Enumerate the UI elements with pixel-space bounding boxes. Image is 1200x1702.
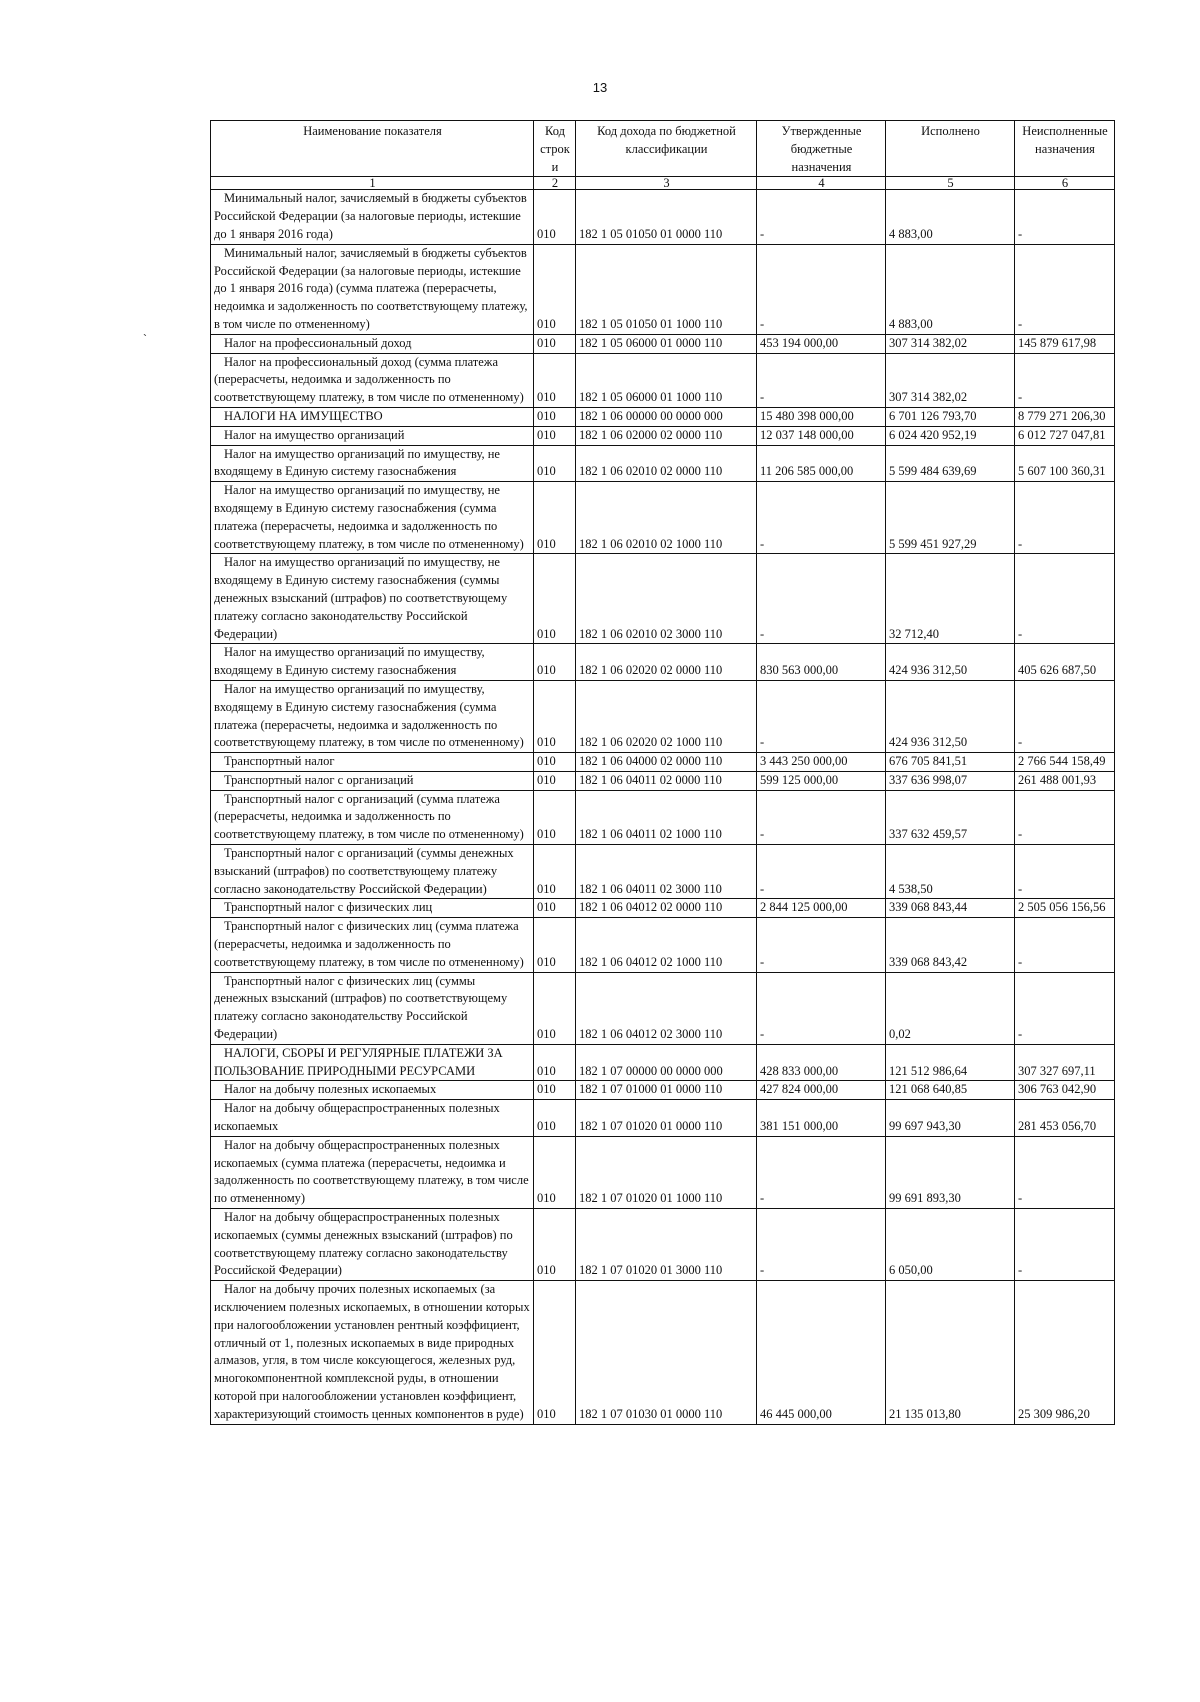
table-row (211, 1044, 1115, 1081)
row-executed: 0,02 (886, 972, 1015, 1044)
table-row (211, 1281, 1115, 1424)
table-row (211, 644, 1115, 681)
row-approved: - (757, 972, 886, 1044)
row-executed: 337 636 998,07 (886, 771, 1015, 790)
row-executed: 6 701 126 793,70 (886, 407, 1015, 426)
row-name: Налог на имущество организаций по имуществу, входящему в Единую систему газоснабжения (211, 644, 534, 681)
row-line-code: 010 (534, 918, 576, 972)
row-unexecuted: 261 488 001,93 (1015, 771, 1115, 790)
row-name: НАЛОГИ НА ИМУЩЕСТВО (211, 407, 534, 426)
header-name: Наименование показателя (211, 121, 534, 177)
row-name: Транспортный налог с физических лиц (сумма платежа (перерасчеты, недоимка и задолженность по соответствующему платежу, в том числе по отмененному) (211, 918, 534, 972)
row-line-code: 010 (534, 1044, 576, 1081)
row-name: Минимальный налог, зачисляемый в бюджеты субъектов Российской Федерации (за налоговые периоды, истекшие до 1 января 2016 года) (сумма платежа (перерасчеты, недоимка и задолженность по соответствующему платежу, в том числе по отмененному) (211, 244, 534, 334)
page-number: 13 (592, 80, 608, 95)
row-unexecuted: 5 607 100 360,31 (1015, 445, 1115, 482)
row-name: Налог на профессиональный доход (211, 334, 534, 353)
row-line-code: 010 (534, 482, 576, 554)
row-income-code: 182 1 06 04012 02 0000 110 (576, 899, 757, 918)
row-executed: 32 712,40 (886, 554, 1015, 644)
row-name: Транспортный налог (211, 753, 534, 772)
row-approved: - (757, 554, 886, 644)
row-name: Транспортный налог с физических лиц (211, 899, 534, 918)
table-row (211, 680, 1115, 752)
row-name: Налог на добычу общераспространенных полезных ископаемых (211, 1100, 534, 1137)
row-line-code: 010 (534, 644, 576, 681)
row-income-code: 182 1 05 06000 01 1000 110 (576, 353, 757, 407)
column-number: 6 (1015, 177, 1115, 190)
row-income-code: 182 1 07 00000 00 0000 000 (576, 1044, 757, 1081)
row-line-code: 010 (534, 771, 576, 790)
row-line-code: 010 (534, 334, 576, 353)
header-row (211, 121, 1115, 177)
row-name: Налог на имущество организаций по имуществу, не входящему в Единую систему газоснабжения (сумма платежа (перерасчеты, недоимка и задолженность по соответствующему платежу, в том числе по отмененному) (211, 482, 534, 554)
row-executed: 424 936 312,50 (886, 680, 1015, 752)
row-approved: 46 445 000,00 (757, 1281, 886, 1424)
row-approved: - (757, 482, 886, 554)
row-name: Транспортный налог с организаций (211, 771, 534, 790)
row-approved: 3 443 250 000,00 (757, 753, 886, 772)
row-income-code: 182 1 07 01020 01 1000 110 (576, 1136, 757, 1208)
row-name: Налог на имущество организаций по имуществу, не входящему в Единую систему газоснабжения (211, 445, 534, 482)
row-approved: 11 206 585 000,00 (757, 445, 886, 482)
row-executed: 337 632 459,57 (886, 790, 1015, 844)
header-unexecuted: Неисполненные назначения (1015, 121, 1115, 177)
row-unexecuted: - (1015, 790, 1115, 844)
table-row (211, 918, 1115, 972)
table-row (211, 899, 1115, 918)
row-line-code: 010 (534, 790, 576, 844)
row-executed: 99 691 893,30 (886, 1136, 1015, 1208)
row-executed: 121 512 986,64 (886, 1044, 1015, 1081)
row-income-code: 182 1 06 02020 02 0000 110 (576, 644, 757, 681)
header-approved: Утвержденные бюджетные назначения (757, 121, 886, 177)
row-line-code: 010 (534, 190, 576, 244)
row-approved: 15 480 398 000,00 (757, 407, 886, 426)
row-line-code: 010 (534, 1136, 576, 1208)
row-approved: - (757, 790, 886, 844)
table-row (211, 190, 1115, 244)
row-executed: 121 068 640,85 (886, 1081, 1015, 1100)
stray-mark: ` (143, 332, 147, 346)
row-name: Налог на имущество организаций по имуществу, не входящему в Единую систему газоснабжения (суммы денежных взысканий (штрафов) по соответствующему платежу согласно законодательству Российской Федерации) (211, 554, 534, 644)
row-approved: 427 824 000,00 (757, 1081, 886, 1100)
row-approved: 830 563 000,00 (757, 644, 886, 681)
table-row (211, 353, 1115, 407)
row-line-code: 010 (534, 1100, 576, 1137)
row-income-code: 182 1 06 04012 02 1000 110 (576, 918, 757, 972)
row-income-code: 182 1 07 01000 01 0000 110 (576, 1081, 757, 1100)
row-unexecuted: - (1015, 845, 1115, 899)
row-approved: - (757, 353, 886, 407)
header-income-code: Код дохода по бюджетной классификации (576, 121, 757, 177)
row-income-code: 182 1 06 02020 02 1000 110 (576, 680, 757, 752)
column-numbers-row (211, 177, 1115, 190)
row-line-code: 010 (534, 753, 576, 772)
row-unexecuted: 25 309 986,20 (1015, 1281, 1115, 1424)
table-row (211, 1136, 1115, 1208)
table-row (211, 407, 1115, 426)
row-unexecuted: - (1015, 1136, 1115, 1208)
row-executed: 99 697 943,30 (886, 1100, 1015, 1137)
row-executed: 339 068 843,44 (886, 899, 1015, 918)
row-income-code: 182 1 06 04011 02 0000 110 (576, 771, 757, 790)
column-number: 3 (576, 177, 757, 190)
row-line-code: 010 (534, 845, 576, 899)
report-body (211, 190, 1115, 1424)
table-row (211, 334, 1115, 353)
column-number: 4 (757, 177, 886, 190)
row-approved: - (757, 244, 886, 334)
column-number: 1 (211, 177, 534, 190)
row-line-code: 010 (534, 1209, 576, 1281)
row-executed: 424 936 312,50 (886, 644, 1015, 681)
row-executed: 307 314 382,02 (886, 334, 1015, 353)
table-row (211, 790, 1115, 844)
row-name: Налог на добычу полезных ископаемых (211, 1081, 534, 1100)
row-name: Транспортный налог с организаций (сумма платежа (перерасчеты, недоимка и задолженность по соответствующему платежу, в том числе по отмененному) (211, 790, 534, 844)
row-income-code: 182 1 07 01030 01 0000 110 (576, 1281, 757, 1424)
row-name: Транспортный налог с организаций (суммы денежных взысканий (штрафов) по соответствующему платежу согласно законодательству Российской Федерации) (211, 845, 534, 899)
row-approved: - (757, 1209, 886, 1281)
row-approved: - (757, 918, 886, 972)
column-number: 2 (534, 177, 576, 190)
table-row (211, 482, 1115, 554)
row-approved: 428 833 000,00 (757, 1044, 886, 1081)
row-name: Налог на добычу прочих полезных ископаемых (за исключением полезных ископаемых, в отношении которых при налогообложении установлен рентный коэффициент, отличный от 1, полезных ископаемых в виде природных алмазов, угля, в том числе коксующегося, железных руд, многокомпонентной комплексной руды, в отношении которой при налогообложении установлен коэффициент, характеризующий стоимость ценных компонентов в руде) (211, 1281, 534, 1424)
row-line-code: 010 (534, 972, 576, 1044)
row-line-code: 010 (534, 244, 576, 334)
row-name: Налог на имущество организаций по имуществу, входящему в Единую систему газоснабжения (сумма платежа (перерасчеты, недоимка и задолженность по соответствующему платежу, в том числе по отмененному) (211, 680, 534, 752)
row-unexecuted: - (1015, 1209, 1115, 1281)
table-row (211, 972, 1115, 1044)
row-unexecuted: - (1015, 482, 1115, 554)
row-unexecuted: 8 779 271 206,30 (1015, 407, 1115, 426)
row-unexecuted: 2 766 544 158,49 (1015, 753, 1115, 772)
row-executed: 5 599 484 639,69 (886, 445, 1015, 482)
row-line-code: 010 (534, 1081, 576, 1100)
table-row (211, 426, 1115, 445)
table-row (211, 753, 1115, 772)
row-income-code: 182 1 07 01020 01 3000 110 (576, 1209, 757, 1281)
row-name: Минимальный налог, зачисляемый в бюджеты субъектов Российской Федерации (за налоговые периоды, истекшие до 1 января 2016 года) (211, 190, 534, 244)
row-unexecuted: - (1015, 554, 1115, 644)
header-line-code: Код строки (534, 121, 576, 177)
table-row (211, 771, 1115, 790)
row-line-code: 010 (534, 899, 576, 918)
row-unexecuted: - (1015, 972, 1115, 1044)
row-unexecuted: - (1015, 244, 1115, 334)
row-line-code: 010 (534, 554, 576, 644)
row-unexecuted: - (1015, 190, 1115, 244)
row-executed: 676 705 841,51 (886, 753, 1015, 772)
row-unexecuted: - (1015, 353, 1115, 407)
row-approved: 12 037 148 000,00 (757, 426, 886, 445)
row-executed: 4 538,50 (886, 845, 1015, 899)
header-executed: Исполнено (886, 121, 1015, 177)
row-unexecuted: 281 453 056,70 (1015, 1100, 1115, 1137)
table-row (211, 554, 1115, 644)
row-income-code: 182 1 06 02010 02 1000 110 (576, 482, 757, 554)
row-line-code: 010 (534, 445, 576, 482)
row-name: НАЛОГИ, СБОРЫ И РЕГУЛЯРНЫЕ ПЛАТЕЖИ ЗА ПОЛЬЗОВАНИЕ ПРИРОДНЫМИ РЕСУРСАМИ (211, 1044, 534, 1081)
budget-report-table (210, 120, 1115, 1425)
row-executed: 339 068 843,42 (886, 918, 1015, 972)
row-unexecuted: 145 879 617,98 (1015, 334, 1115, 353)
row-executed: 21 135 013,80 (886, 1281, 1015, 1424)
row-name: Налог на имущество организаций (211, 426, 534, 445)
table-row (211, 1209, 1115, 1281)
row-executed: 6 050,00 (886, 1209, 1015, 1281)
row-income-code: 182 1 06 00000 00 0000 000 (576, 407, 757, 426)
row-income-code: 182 1 06 04011 02 1000 110 (576, 790, 757, 844)
row-unexecuted: 307 327 697,11 (1015, 1044, 1115, 1081)
row-name: Налог на добычу общераспространенных полезных ископаемых (суммы денежных взысканий (штрафов) по соответствующему платежу согласно законодательству Российской Федерации) (211, 1209, 534, 1281)
table-row (211, 1081, 1115, 1100)
row-executed: 4 883,00 (886, 190, 1015, 244)
row-unexecuted: - (1015, 680, 1115, 752)
row-line-code: 010 (534, 680, 576, 752)
row-income-code: 182 1 06 02010 02 3000 110 (576, 554, 757, 644)
row-approved: - (757, 1136, 886, 1208)
row-approved: 381 151 000,00 (757, 1100, 886, 1137)
row-line-code: 010 (534, 407, 576, 426)
row-approved: - (757, 845, 886, 899)
row-unexecuted: 405 626 687,50 (1015, 644, 1115, 681)
row-income-code: 182 1 06 04011 02 3000 110 (576, 845, 757, 899)
row-line-code: 010 (534, 1281, 576, 1424)
row-income-code: 182 1 05 01050 01 1000 110 (576, 244, 757, 334)
row-income-code: 182 1 07 01020 01 0000 110 (576, 1100, 757, 1137)
row-approved: - (757, 680, 886, 752)
row-approved: - (757, 190, 886, 244)
row-income-code: 182 1 05 06000 01 0000 110 (576, 334, 757, 353)
row-unexecuted: 306 763 042,90 (1015, 1081, 1115, 1100)
row-income-code: 182 1 06 04000 02 0000 110 (576, 753, 757, 772)
row-executed: 6 024 420 952,19 (886, 426, 1015, 445)
row-executed: 4 883,00 (886, 244, 1015, 334)
row-line-code: 010 (534, 353, 576, 407)
row-unexecuted: 6 012 727 047,81 (1015, 426, 1115, 445)
row-approved: 2 844 125 000,00 (757, 899, 886, 918)
table-row (211, 1100, 1115, 1137)
row-approved: 453 194 000,00 (757, 334, 886, 353)
column-number: 5 (886, 177, 1015, 190)
row-income-code: 182 1 06 04012 02 3000 110 (576, 972, 757, 1044)
row-name: Налог на добычу общераспространенных полезных ископаемых (сумма платежа (перерасчеты, недоимка и задолженность по соответствующему платежу, в том числе по отмененному) (211, 1136, 534, 1208)
table-row (211, 244, 1115, 334)
table-row (211, 445, 1115, 482)
row-executed: 307 314 382,02 (886, 353, 1015, 407)
row-executed: 5 599 451 927,29 (886, 482, 1015, 554)
row-name: Транспортный налог с физических лиц (суммы денежных взысканий (штрафов) по соответствующему платежу согласно законодательству Российской Федерации) (211, 972, 534, 1044)
row-income-code: 182 1 06 02010 02 0000 110 (576, 445, 757, 482)
row-unexecuted: - (1015, 918, 1115, 972)
row-unexecuted: 2 505 056 156,56 (1015, 899, 1115, 918)
row-name: Налог на профессиональный доход (сумма платежа (перерасчеты, недоимка и задолженность по соответствующему платежу, в том числе по отмененному) (211, 353, 534, 407)
row-income-code: 182 1 06 02000 02 0000 110 (576, 426, 757, 445)
table-row (211, 845, 1115, 899)
row-approved: 599 125 000,00 (757, 771, 886, 790)
row-line-code: 010 (534, 426, 576, 445)
row-income-code: 182 1 05 01050 01 0000 110 (576, 190, 757, 244)
